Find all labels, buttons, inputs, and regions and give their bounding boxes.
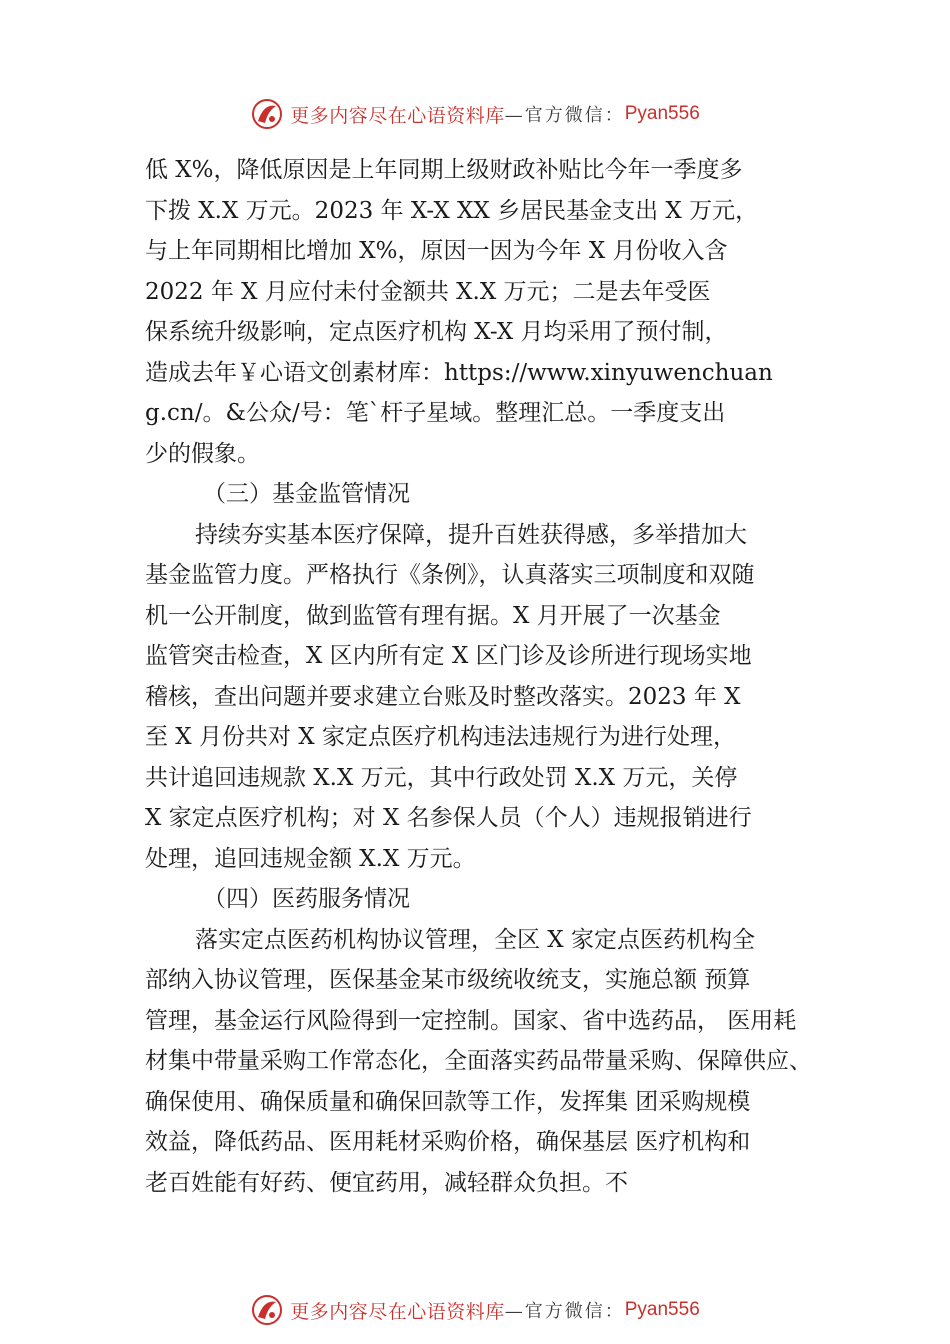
text-line: 共计追回违规款 X.X 万元，其中行政处罚 X.X 万元，关停: [145, 764, 738, 791]
paragraph-start: 落实定点医药机构协议管理，全区 X 家定点医药机构全: [195, 926, 755, 953]
text-line: 至 X 月份共对 X 家定点医疗机构违法违规行为进行处理，: [145, 724, 736, 750]
text-line: 管理，基金运行风险得到一定控制。国家、省中选药品， 医用耗: [145, 1007, 797, 1034]
banner-wechat-label: —官方微信：: [504, 105, 625, 126]
text-line: 稽核，查出问题并要求建立台账及时整改落实。2023 年 X: [145, 683, 741, 710]
logo-icon: [250, 1293, 284, 1327]
text-line: 部纳入协议管理，医保基金某市级统收统支，实施总额 预算: [145, 967, 751, 993]
banner-site-text: 更多内容尽在心语资料库: [290, 104, 505, 127]
text-line: 与上年同期相比增加 X%，原因一因为今年 X 月份收入含: [145, 238, 728, 264]
document-body: [145, 150, 845, 1203]
text-line: 确保使用、确保质量和确保回款等工作，发挥集 团采购规模: [145, 1088, 751, 1115]
section-heading-4: （四）医药服务情况: [203, 886, 410, 912]
text-line: 处理，追回违规金额 X.X 万元。: [145, 845, 476, 872]
text-line: 少的假象。: [145, 440, 260, 467]
header-banner: [0, 94, 950, 134]
footer-banner: [0, 1290, 950, 1330]
paragraph-start: 持续夯实基本医疗保障，提升百姓获得感，多举措加大: [195, 521, 747, 548]
text-line: 机一公开制度，做到监管有理有据。X 月开展了一次基金: [145, 602, 721, 629]
banner-wechat-label: —官方微信：: [504, 1301, 625, 1322]
text-line: 基金监管力度。严格执行《条例》，认真落实三项制度和双随: [145, 562, 755, 588]
banner-wechat-id: Pyan556: [624, 1299, 700, 1320]
logo-icon: [250, 97, 284, 131]
text-line: 效益，降低药品、医用耗材采购价格，确保基层 医疗机构和: [145, 1129, 751, 1155]
text-line: 材集中带量采购工作常态化，全面落实药品带量采购、保障供应、: [145, 1048, 812, 1074]
text-line: 造成去年￥心语文创素材库：https://www.xinyuwenchuan: [145, 359, 773, 386]
text-line: X 家定点医疗机构；对 X 名参保人员（个人）违规报销进行: [145, 805, 752, 831]
text-line: 下拨 X.X 万元。2023 年 X-X XX 乡居民基金支出 X 万元，: [145, 197, 759, 224]
text-line: 低 X%，降低原因是上年同期上级财政补贴比今年一季度多: [145, 157, 743, 183]
banner-site-text: 更多内容尽在心语资料库: [290, 1300, 505, 1323]
text-line: 2022 年 X 月应付未付金额共 X.X 万元；二是去年受医: [145, 278, 711, 305]
section-heading-3: （三）基金监管情况: [203, 481, 410, 507]
text-line: 监管突击检查，X 区内所有定 X 区门诊及诊所进行现场实地: [145, 643, 752, 669]
banner-wechat-id: Pyan556: [624, 103, 700, 124]
text-line: 老百姓能有好药、便宜药用，减轻群众负担。不: [145, 1169, 628, 1196]
text-line: g.cn/。&公众/号：笔`杆子星域。整理汇总。一季度支出: [145, 400, 726, 426]
text-line: 保系统升级影响，定点医疗机构 X-X 月均采用了预付制，: [145, 319, 728, 345]
